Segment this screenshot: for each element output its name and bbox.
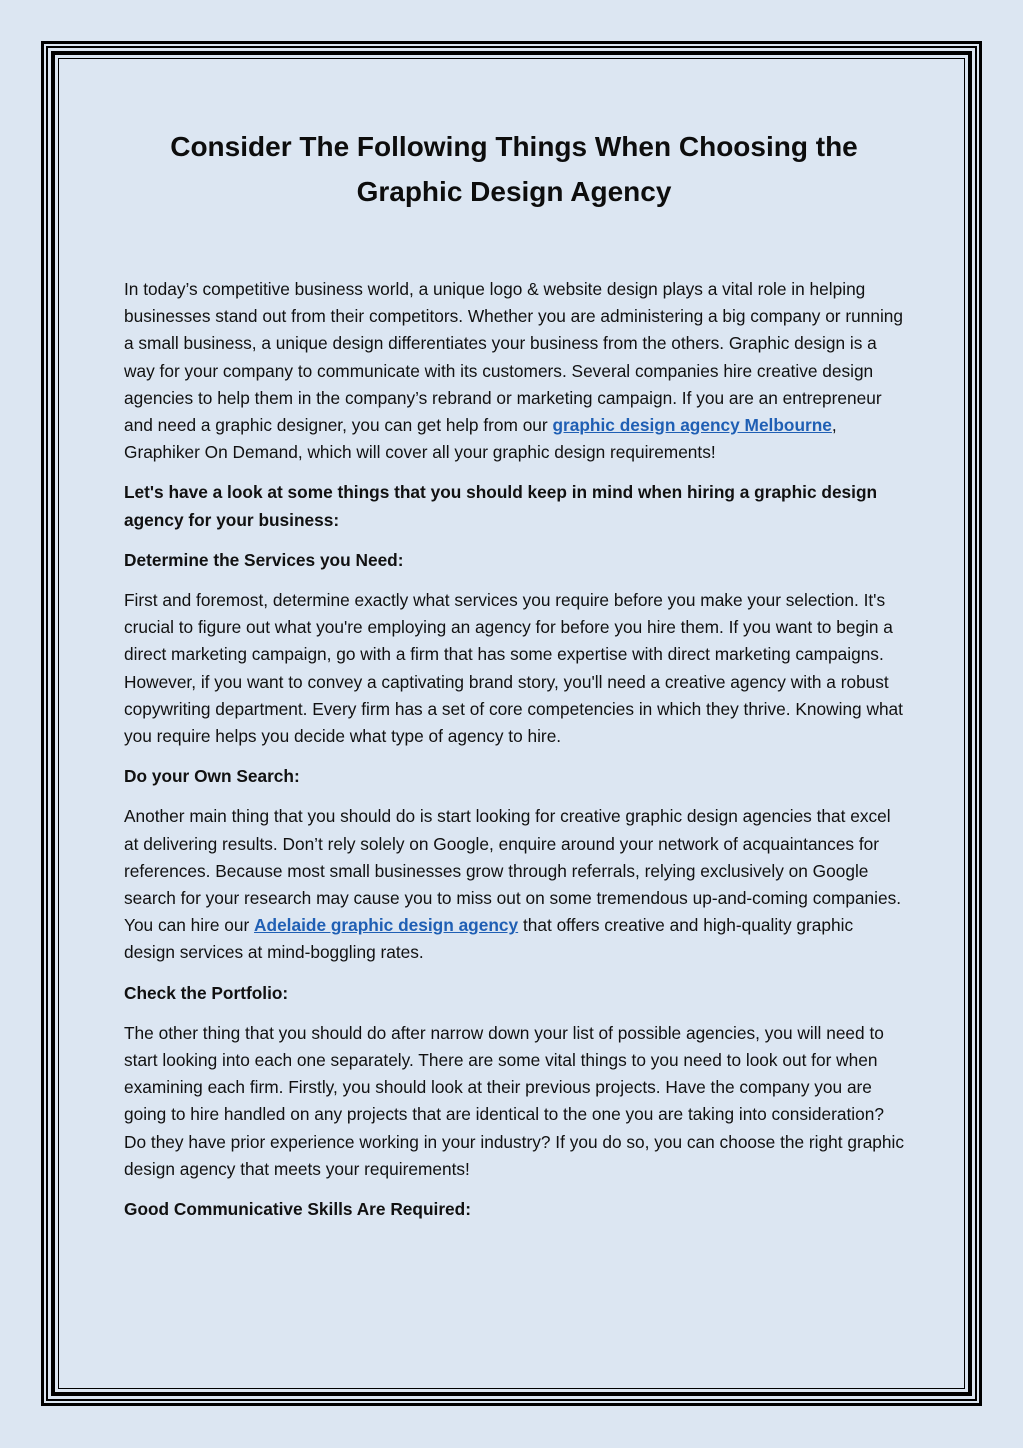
section-heading-services: Determine the Services you Need: bbox=[124, 549, 404, 570]
section-body-portfolio: The other thing that you should do after narrow down your list of possible agencies, you will need to start looking into each one separately. There are some vital things to you need to look out for when examining each firm. Firstly, you should look at their previous projects. Have the company you are going to hire handled on any projects that are identical to the one you are taking into consideration? Do they have prior experience working in your industry? If you do so, you can choose the right graphic design agency that meets your requirements! bbox=[124, 1022, 905, 1179]
intro-text: In today’s competitive business world, a unique logo & website design plays a vital role in helping businesses stand out from their competitors. Whether you are administering a big company or running a small business, a unique design differentiates your business from the others. Graphic design is a way for your company to communicate with its customers. Several companies hire creative design agencies to help them in the company’s rebrand or marketing campaign. If you are an entrepreneur and need a graphic designer, you can get help from our bbox=[124, 279, 904, 436]
intro-text-end: , Graphiker On Demand, which will cover all your graphic design requirements! bbox=[124, 415, 837, 463]
title-line-2: Graphic Design Agency bbox=[356, 176, 672, 207]
intro-paragraph bbox=[124, 276, 904, 466]
section-body-search bbox=[124, 803, 904, 966]
section-heading-search: Do your Own Search: bbox=[124, 766, 300, 787]
section-body-services: First and foremost, determine exactly what services you require before you make your selection. It's crucial to figure out what you're employing an agency for before you hire them. If you want to begin a direct marketing campaign, go with a firm that has some expertise with direct marketing campaigns. However, if you want to convey a captivating brand story, you'll need a creative agency with a robust copywriting department. Every firm has a set of core competencies in which they thrive. Knowing what you require helps you decide what type of agency to hire. bbox=[124, 590, 903, 747]
document-title bbox=[124, 124, 904, 214]
melbourne-agency-link[interactable]: graphic design agency Melbourne bbox=[552, 415, 832, 436]
adelaide-agency-link[interactable]: Adelaide graphic design agency bbox=[254, 915, 519, 936]
lead-heading: Let's have a look at some things that you should keep in mind when hiring a graphic design agency for your business: bbox=[124, 482, 878, 530]
search-text-end: that offers creative and high-quality graphic design services at mind-boggling rates. bbox=[124, 915, 854, 963]
section-heading-communication: Good Communicative Skills Are Required: bbox=[124, 1199, 471, 1220]
search-text: Another main thing that you should do is start looking for creative graphic design agencies that excel at delivering results. Don’t rely solely on Google, enquire around your network of acquaintances for references. Because most small businesses grow through referrals, relying exclusively on Google search for your research may cause you to miss out on some tremendous up-and-coming companies. You can hire our bbox=[124, 806, 902, 936]
document-body bbox=[124, 124, 904, 1236]
section-heading-portfolio: Check the Portfolio: bbox=[124, 982, 289, 1003]
title-line-1: Consider The Following Things When Choosing the bbox=[170, 131, 858, 162]
